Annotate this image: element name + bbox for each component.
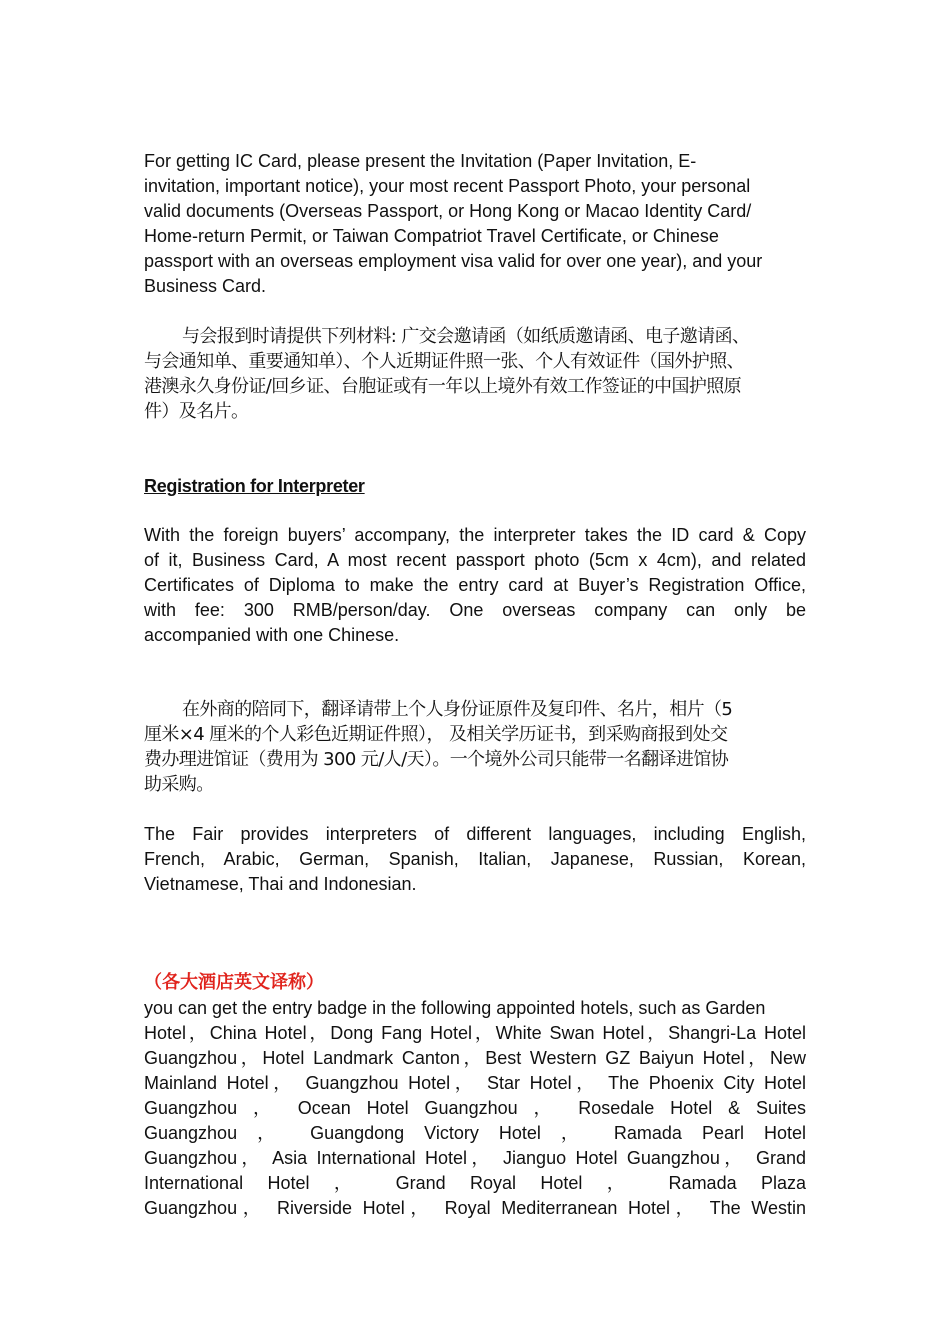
text-line: 港澳永久身份证/回乡证、台胞证或有一年以上境外有效工作签证的中国护照原	[144, 376, 742, 397]
text-line: invitation, important notice), your most recent Passport Photo, your personal	[144, 176, 751, 196]
text-line: accompanied with one Chinese.	[144, 625, 400, 645]
text-line: With the foreign buyers’ accompany, the interpreter takes the ID card & Copy	[144, 525, 806, 545]
text-line: Vietnamese, Thai and Indonesian.	[144, 874, 417, 894]
text-line: International Hotel ， Grand Royal Hotel ， Ramada Plaza	[144, 1173, 806, 1193]
text-line: Guangzhou，Hotel Landmark Canton，Best Western GZ Baiyun Hotel，New	[144, 1048, 806, 1068]
text-line: with fee: 300 RMB/person/day. One overseas company can only be	[144, 600, 806, 620]
text-line: Guangzhou， Asia International Hotel， Jianguo Hotel Guangzhou， Grand	[144, 1148, 806, 1168]
text-line: 厘米×4 厘米的个人彩色近期证件照）， 及相关学历证书，到采购商报到处交	[144, 724, 728, 745]
interpreter-paragraph-en	[144, 523, 806, 648]
text-line: of it, Business Card, A most recent passport photo (5cm x 4cm), and related	[144, 550, 806, 570]
text-line: passport with an overseas employment visa valid for over one year), and your	[144, 251, 763, 271]
text-line: Guangzhou ， Ocean Hotel Guangzhou ， Rosedale Hotel & Suites	[144, 1098, 806, 1118]
ic-card-paragraph-en	[144, 149, 806, 299]
languages-paragraph	[144, 822, 806, 897]
text-line: Business Card.	[144, 276, 267, 296]
interpreter-paragraph-cn	[144, 697, 806, 797]
text-line: 与会报到时请提供下列材料: 广交会邀请函（如纸质邀请函、电子邀请函、	[182, 326, 750, 347]
ic-card-paragraph-cn	[144, 324, 806, 424]
text-line: Certificates of Diploma to make the entry card at Buyer’s Registration Office,	[144, 575, 806, 595]
hotels-heading: （各大酒店英文译称）	[144, 972, 324, 993]
text-line: 件）及名片。	[144, 401, 249, 422]
text-line: 与会通知单、重要通知单）、个人近期证件照一张、个人有效证件（国外护照、	[144, 351, 744, 372]
text-line: you can get the entry badge in the following appointed hotels, such as Garden	[144, 998, 766, 1018]
interpreter-heading: Registration for Interpreter	[144, 476, 365, 496]
text-line: For getting IC Card, please present the Invitation (Paper Invitation, E-	[144, 151, 697, 171]
text-line: 费办理进馆证（费用为 300 元/人/天）。一个境外公司只能带一名翻译进馆协	[144, 749, 729, 770]
text-line: Mainland Hotel， Guangzhou Hotel， Star Hotel， The Phoenix City Hotel	[144, 1073, 806, 1093]
text-line: The Fair provides interpreters of different languages, including English,	[144, 824, 806, 844]
text-line: 在外商的陪同下，翻译请带上个人身份证原件及复印件、名片，相片（5	[182, 699, 733, 720]
text-line: French, Arabic, German, Spanish, Italian, Japanese, Russian, Korean,	[144, 849, 806, 869]
text-line: Hotel，China Hotel，Dong Fang Hotel，White Swan Hotel，Shangri-La Hotel	[144, 1023, 806, 1043]
text-line: Guangzhou， Riverside Hotel， Royal Mediterranean Hotel， The Westin	[144, 1198, 806, 1218]
hotels-paragraph	[144, 996, 806, 1221]
text-line: Home-return Permit, or Taiwan Compatriot Travel Certificate, or Chinese	[144, 226, 719, 246]
text-line: Guangzhou ， Guangdong Victory Hotel ， Ramada Pearl Hotel	[144, 1123, 806, 1143]
text-line: valid documents (Overseas Passport, or Hong Kong or Macao Identity Card/	[144, 201, 752, 221]
text-line: 助采购。	[144, 774, 214, 795]
